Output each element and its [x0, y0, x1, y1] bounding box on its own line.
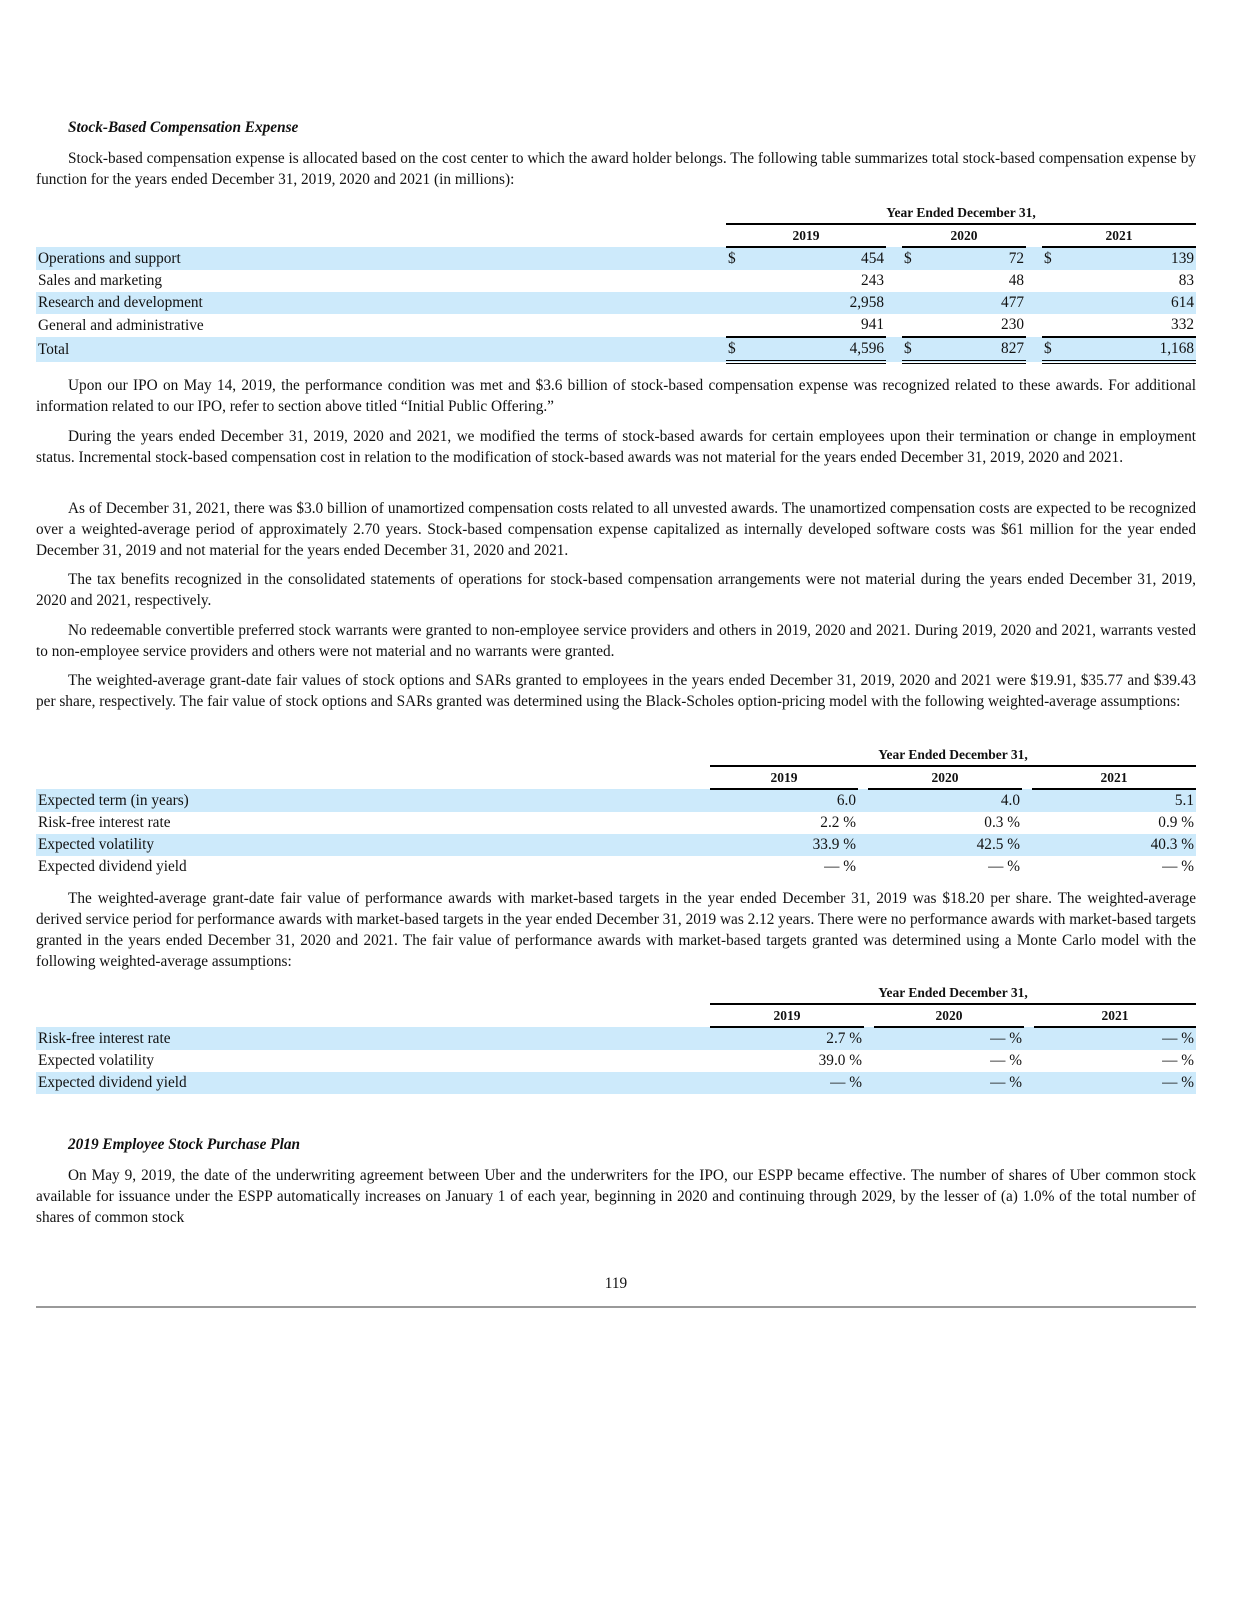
cell-value: — %	[1034, 1072, 1196, 1094]
year-header: 2021	[1042, 224, 1196, 247]
row-label: Expected volatility	[38, 1052, 154, 1069]
year-header: 2019	[710, 1004, 864, 1027]
page-number: 119	[604, 1275, 628, 1292]
paragraph-unamortized: As of December 31, 2021, there was $3.0 billion of unamortized compensation costs related to all unvested awards. The unamortized compensation costs are expected to be recognized over a weighted-average period of approximately 2.70 years. Stock-based compensation expense capitalized as internally developed software costs was $61 million for the year ended December 31, 2019 and not material for the years ended December 31, 2020 and 2021.	[36, 500, 1196, 559]
cell-value: 40.3 %	[1032, 834, 1196, 856]
row-label: Risk-free interest rate	[36, 1027, 710, 1050]
paragraph-modification: During the years ended December 31, 2019, 2020 and 2021, we modified the terms of stock-based awards for certain employees upon their termination or change in employment status. Incremental stock-based compensation cost in relation to the modification of stock-based awards was not material for the years ended December 31, 2019, 2020 and 2021.	[36, 428, 1196, 466]
year-header: 2021	[1034, 1004, 1196, 1027]
row-label: Total	[36, 337, 726, 362]
footer-divider	[36, 1306, 1196, 1308]
cell-value: 5.1	[1032, 789, 1196, 812]
cell-value: 332	[1066, 314, 1196, 337]
cell-value: 230	[926, 314, 1026, 337]
cell-value: 42.5 %	[868, 834, 1022, 856]
section-heading-espp: 2019 Employee Stock Purchase Plan	[68, 1136, 300, 1153]
table-header-row	[36, 982, 1196, 1004]
table-row	[36, 1027, 1196, 1050]
paragraph-espp: On May 9, 2019, the date of the underwriting agreement between Uber and the underwriters for the IPO, our ESPP became effective. The number of shares of Uber common stock available for issuance under the ESPP automatically increases on January 1 of each year, beginning in 2020 and continuing through 2029, by the lesser of (a) 1.0% of the total number of shares of common stock	[36, 1167, 1196, 1226]
table-row	[36, 1072, 1196, 1094]
paragraph-fair-values: The weighted-average grant-date fair values of stock options and SARs granted to employees in the years ended December 31, 2019, 2020 and 2021 were $19.91, $35.77 and $39.43 per share, respectively. The fair value of stock options and SARs granted was determined using the Black-Scholes option-pricing model with the following weighted-average assumptions:	[36, 672, 1196, 710]
table-header-row	[36, 202, 1196, 224]
row-label: Operations and support	[36, 247, 726, 270]
cell-value: — %	[874, 1027, 1024, 1050]
row-label: Expected volatility	[36, 834, 710, 856]
cell-value: 4,596	[764, 337, 886, 362]
cell-value: 827	[926, 337, 1026, 362]
row-label: Expected term (in years)	[36, 789, 710, 812]
currency-symbol: $	[1042, 247, 1066, 270]
sbc-expense-table	[36, 202, 1196, 364]
paragraph-ipo: Upon our IPO on May 14, 2019, the performance condition was met and $3.6 billion of stock-based compensation expense was recognized related to these awards. For additional information related to our IPO, refer to section above titled “Initial Public Offering.”	[36, 377, 1196, 415]
row-label: Risk-free interest rate	[38, 814, 171, 831]
cell-value: 0.3 %	[984, 814, 1020, 831]
cell-value: — %	[1162, 858, 1194, 875]
row-label: Expected dividend yield	[36, 1072, 710, 1094]
cell-value: 1,168	[1066, 337, 1196, 362]
currency-symbol: $	[1042, 337, 1066, 362]
currency-symbol: $	[902, 247, 926, 270]
table-year-row	[36, 1004, 1196, 1027]
cell-value: 477	[926, 292, 1026, 314]
table-total-row	[36, 337, 1196, 362]
cell-value: 39.0 %	[818, 1052, 862, 1069]
cell-value: 0.9 %	[1158, 814, 1194, 831]
cell-value: 6.0	[710, 789, 858, 812]
year-header: 2019	[726, 224, 886, 247]
paragraph-performance-awards: The weighted-average grant-date fair value of performance awards with market-based targets in the year ended December 31, 2019 was $18.20 per share. The weighted-average derived service period for performance awards with market-based targets in the year ended December 31, 2019 was 2.12 years. There were no performance awards with market-based targets granted in the years ended December 31, 2020 and 2021. The fair value of performance awards with market-based targets granted was determined using a Monte Carlo model with the following weighted-average assumptions:	[36, 890, 1196, 970]
paragraph-warrants: No redeemable convertible preferred stock warrants were granted to non-employee service providers and others in 2019, 2020 and 2021. During 2019, 2020 and 2021, warrants vested to non-employee service providers and others were not material and no warrants were granted.	[36, 622, 1196, 660]
year-header: 2020	[874, 1004, 1024, 1027]
table-row	[36, 856, 1196, 878]
cell-value: 614	[1066, 292, 1196, 314]
cell-value: 2,958	[764, 292, 886, 314]
table-row	[36, 314, 1196, 337]
cell-value: — %	[874, 1072, 1024, 1094]
table-header: Year Ended December 31,	[710, 982, 1196, 1004]
currency-symbol: $	[726, 247, 764, 270]
table-row	[36, 834, 1196, 856]
table-year-row	[36, 224, 1196, 247]
black-scholes-assumptions-table	[36, 744, 1196, 878]
monte-carlo-assumptions-table	[36, 982, 1196, 1094]
year-header: 2020	[868, 766, 1022, 789]
cell-value: 941	[764, 314, 886, 337]
cell-value: — %	[824, 858, 856, 875]
cell-value: — %	[1034, 1027, 1196, 1050]
intro-paragraph: Stock-based compensation expense is allocated based on the cost center to which the award holder belongs. The following table summarizes total stock-based compensation expense by function for the years ended December 31, 2019, 2020 and 2021 (in millions):	[36, 150, 1196, 188]
table-row	[36, 292, 1196, 314]
cell-value: 83	[1178, 272, 1194, 289]
row-label: Expected dividend yield	[38, 858, 187, 875]
row-label: Research and development	[36, 292, 726, 314]
table-header: Year Ended December 31,	[726, 202, 1196, 224]
year-header: 2021	[1032, 766, 1196, 789]
cell-value: — %	[1162, 1052, 1194, 1069]
section-heading-sbc: Stock-Based Compensation Expense	[68, 119, 299, 136]
table-row	[36, 789, 1196, 812]
cell-value: 4.0	[868, 789, 1022, 812]
table-header-row	[36, 744, 1196, 766]
table-year-row	[36, 766, 1196, 789]
cell-value: 243	[861, 272, 884, 289]
currency-symbol: $	[726, 337, 764, 362]
cell-value: — %	[988, 858, 1020, 875]
table-header: Year Ended December 31,	[710, 744, 1196, 766]
cell-value: 2.7 %	[710, 1027, 864, 1050]
paragraph-tax-benefits: The tax benefits recognized in the consolidated statements of operations for stock-based compensation arrangements were not material during the years ended December 31, 2019, 2020 and 2021, respectively.	[36, 571, 1196, 609]
cell-value: 72	[926, 247, 1026, 270]
row-label: General and administrative	[38, 316, 204, 334]
cell-value: 454	[764, 247, 886, 270]
row-label: Sales and marketing	[38, 272, 163, 289]
cell-value: — %	[710, 1072, 864, 1094]
cell-value: — %	[990, 1052, 1022, 1069]
currency-symbol: $	[902, 337, 926, 362]
cell-value: 2.2 %	[820, 814, 856, 831]
year-header: 2019	[710, 766, 858, 789]
table-row	[36, 247, 1196, 270]
table-row	[36, 270, 1196, 292]
table-row	[36, 812, 1196, 834]
year-header: 2020	[902, 224, 1026, 247]
cell-value: 33.9 %	[710, 834, 858, 856]
cell-value: 139	[1066, 247, 1196, 270]
cell-value: 48	[1008, 272, 1024, 289]
table-row	[36, 1050, 1196, 1072]
